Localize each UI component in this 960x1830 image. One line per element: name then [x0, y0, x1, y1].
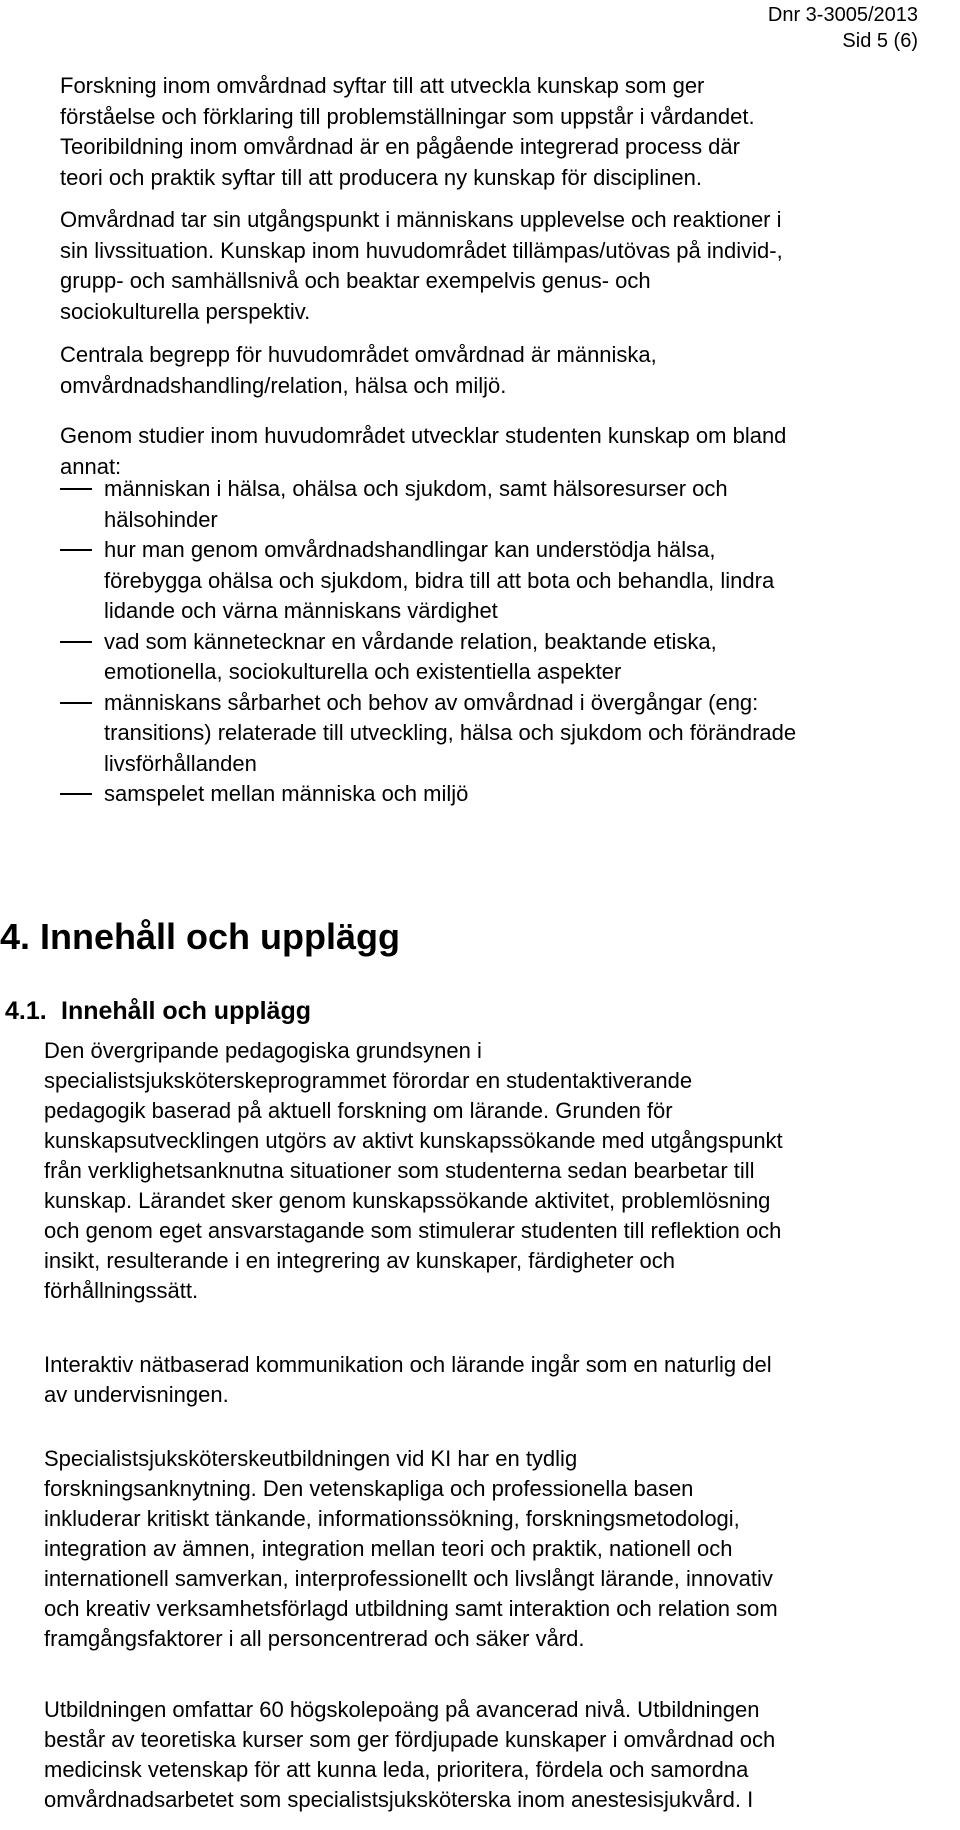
- text-line: Utbildningen omfattar 60 högskolepoäng på avancerad nivå. Utbildningen: [44, 1697, 760, 1722]
- subsection-title: Innehåll och upplägg: [61, 997, 311, 1025]
- subsection-heading: [5, 995, 311, 1027]
- dash-bullet-icon: [60, 549, 92, 551]
- text-line: omvårdnadsarbetet som specialistsjuksköterska inom anestesisjukvård. I: [44, 1787, 754, 1812]
- document-header: [768, 2, 918, 54]
- text-line: transitions) relaterade till utveckling, hälsa och sjukdom och förändrade: [104, 720, 797, 745]
- text-line: sin livssituation. Kunskap inom huvudområdet tillämpas/utövas på individ-,: [60, 237, 783, 263]
- paragraph-studies-intro: [60, 421, 955, 482]
- list-item: [60, 627, 955, 688]
- text-line: lidande och värna människans värdighet: [104, 598, 498, 623]
- subsection-number: 4.1.: [5, 997, 47, 1025]
- list-item: [60, 474, 955, 535]
- text-line: Omvårdnad tar sin utgångspunkt i människans upplevelse och reaktioner i: [60, 207, 782, 232]
- text-line: vad som kännetecknar en vårdande relation, beaktande etiska,: [104, 628, 717, 654]
- text-line: annat:: [60, 453, 122, 479]
- paragraph-research-connection: [44, 1444, 949, 1654]
- text-line: framgångsfaktorer i all personcentrerad och säker vård.: [44, 1626, 585, 1651]
- text-line: förståelse och förklaring till problemställningar som uppstår i vårdandet.: [60, 103, 755, 129]
- list-item: [60, 535, 955, 627]
- text-line: består av teoretiska kurser som ger fördjupade kunskaper i omvårdnad och: [44, 1727, 776, 1752]
- text-line: Forskning inom omvårdnad syftar till att utveckla kunskap som ger: [60, 73, 705, 98]
- text-line: integration av ämnen, integration mellan teori och praktik, nationell och: [44, 1536, 733, 1561]
- document-number: Dnr 3-3005/2013: [767, 4, 918, 26]
- page-number: Sid 5 (6): [842, 30, 918, 52]
- text-line: människan i hälsa, ohälsa och sjukdom, samt hälsoresurser och: [104, 476, 728, 501]
- text-line: människans sårbarhet och behov av omvårdnad i övergångar (eng:: [104, 689, 759, 715]
- text-line: pedagogik baserad på aktuell forskning om lärande. Grunden för: [44, 1098, 673, 1123]
- paragraph-interactive-learning: [44, 1350, 949, 1410]
- text-line: kunskapsutvecklingen utgörs av aktivt kunskapssökande med utgångspunkt: [44, 1128, 783, 1153]
- dash-bullet-icon: [60, 793, 92, 795]
- text-line: Den övergripande pedagogiska grundsynen i: [44, 1038, 482, 1063]
- text-line: samspelet mellan människa och miljö: [104, 781, 469, 806]
- text-line: hälsohinder: [104, 506, 218, 532]
- text-line: och kreativ verksamhetsförlagd utbildning samt interaktion och relation som: [44, 1596, 778, 1621]
- text-line: teori och praktik syftar till att producera ny kunskap för disciplinen.: [60, 164, 702, 190]
- dash-bullet-icon: [60, 488, 92, 490]
- text-line: insikt, resulterande i en integrering av kunskaper, färdigheter och: [44, 1248, 676, 1273]
- text-line: forskningsanknytning. Den vetenskapliga och professionella basen: [44, 1476, 694, 1501]
- text-line: Centrala begrepp för huvudområdet omvårdnad är människa,: [60, 342, 657, 367]
- paragraph-nursing-basis: [60, 205, 955, 327]
- text-line: Teoribildning inom omvårdnad är en pågående integrerad process där: [60, 134, 740, 159]
- paragraph-pedagogy: [44, 1036, 949, 1306]
- text-line: Specialistsjuksköterskeutbildningen vid KI har en tydlig: [44, 1446, 578, 1471]
- text-line: av undervisningen.: [44, 1382, 229, 1407]
- list-item: [60, 688, 955, 780]
- list-item: [60, 779, 955, 810]
- text-line: specialistsjuksköterskeprogrammet förordar en studentaktiverande: [44, 1068, 693, 1093]
- text-line: grupp- och samhällsnivå och beaktar exempelvis genus- och: [60, 268, 651, 293]
- text-line: förebygga ohälsa och sjukdom, bidra till att bota och behandla, lindra: [104, 567, 775, 593]
- text-line: medicinsk vetenskap för att kunna leda, prioritera, fördela och samordna: [44, 1757, 749, 1782]
- text-line: livsförhållanden: [104, 750, 257, 776]
- dash-bullet-icon: [60, 702, 92, 704]
- paragraph-research: [60, 71, 955, 193]
- paragraph-central-concepts: [60, 340, 955, 401]
- dash-bullet-icon: [60, 641, 92, 643]
- knowledge-list: [60, 474, 955, 810]
- text-line: kunskap. Lärandet sker genom kunskapssökande aktivitet, problemlösning: [44, 1188, 771, 1213]
- text-line: internationell samverkan, interprofessionellt och livslångt lärande, innovativ: [44, 1566, 773, 1591]
- text-line: Interaktiv nätbaserad kommunikation och lärande ingår som en naturlig del: [44, 1352, 772, 1377]
- text-line: inkluderar kritiskt tänkande, informationssökning, forskningsmetodologi,: [44, 1506, 740, 1531]
- text-line: omvårdnadshandling/relation, hälsa och miljö.: [60, 372, 507, 398]
- text-line: hur man genom omvårdnadshandlingar kan understödja hälsa,: [104, 537, 716, 562]
- text-line: emotionella, sociokulturella och existentiella aspekter: [104, 659, 622, 684]
- text-line: förhållningssätt.: [44, 1278, 199, 1303]
- text-line: från verklighetsanknutna situationer som studenterna sedan bearbetar till: [44, 1158, 755, 1183]
- text-line: sociokulturella perspektiv.: [60, 298, 311, 324]
- paragraph-program-scope: [44, 1695, 949, 1815]
- section-heading: 4. Innehåll och upplägg: [0, 916, 401, 957]
- text-line: och genom eget ansvarstagande som stimulerar studenten till reflektion och: [44, 1218, 782, 1243]
- text-line: Genom studier inom huvudområdet utvecklar studenten kunskap om bland: [60, 423, 787, 448]
